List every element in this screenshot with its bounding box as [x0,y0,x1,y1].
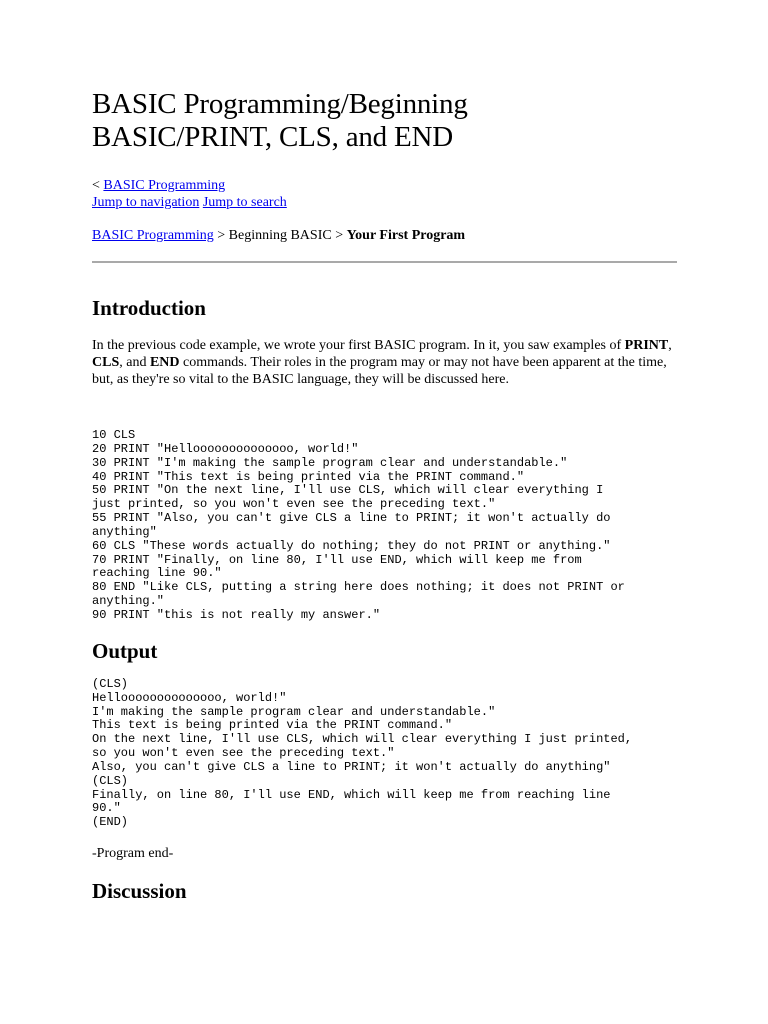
breadcrumb-current-page: Your First Program [346,228,466,243]
intro-separator: , and [119,355,150,370]
back-link-row [92,177,677,194]
breadcrumb-beginning-basic: Beginning BASIC [228,228,332,243]
intro-text-part-2: commands. Their roles in the program may or may not have been apparent at the time, but, as they're so vital to the BASIC language, they will be discussed here. [92,355,667,387]
jump-links-row [92,194,677,211]
discussion-heading: Discussion [92,879,187,904]
program-output: (CLS) Helloooooooooooooo, world!" I'm making the sample program clear and understandable." This text is being printed via the PRINT command." On the next line, I'll use CLS, which will clear everything I just printed, so you won't even see the preceding text." Also, you can't give CLS a line to PRINT; it won't actually do anything" (CLS) Finally, on line 80, I'll use END, which will keep me from reaching line 90." (END) [92,676,633,830]
breadcrumb-link-basic-programming[interactable]: BASIC Programming [92,228,214,243]
jump-to-search-link[interactable]: Jump to search [202,195,287,210]
keyword-end: END [149,355,180,370]
introduction-heading: Introduction [92,296,206,320]
back-prefix: < [92,178,104,193]
introduction-paragraph [92,337,682,388]
horizontal-divider [92,261,677,263]
back-link-basic-programming[interactable]: BASIC Programming [103,178,226,193]
keyword-cls: CLS [92,355,120,370]
breadcrumb-separator: > [213,228,229,243]
jump-to-navigation-link[interactable]: Jump to navigation [92,195,200,210]
breadcrumb-separator: > [331,228,347,243]
code-listing: 10 CLS 20 PRINT "Helloooooooooooooo, world!" 30 PRINT "I'm making the sample program clear and understandable." 40 PRINT "This text is being printed via the PRINT command." 50 PRINT "On the next line, I'll use CLS, which will clear everything I just printed, so you won't even see the preceding text." 55 PRINT "Also, you can't give CLS a line to PRINT; it won't actually do anything" 60 CLS "These words actually do nothing; they do not PRINT or anything." 70 PRINT "Finally, on line 80, I'll use END, which will keep me from reaching line 90." 80 END "Like CLS, putting a string here does nothing; it does not PRINT or anything." 90 PRINT "this is not really my answer." [92,428,625,622]
keyword-print: PRINT [624,338,669,353]
breadcrumb [92,227,677,244]
page-title-line-1: BASIC Programming/Beginning [92,88,468,120]
intro-separator: , [668,338,672,353]
top-navigation [92,177,677,211]
output-heading: Output [92,638,158,663]
article-content [92,88,677,903]
page-title-line-2: BASIC/PRINT, CLS, and END [92,121,454,153]
intro-text-part-1: In the previous code example, we wrote your first BASIC program. In it, you saw examples of [92,338,625,353]
page-title [92,88,677,154]
program-end-text: -Program end- [92,846,174,862]
